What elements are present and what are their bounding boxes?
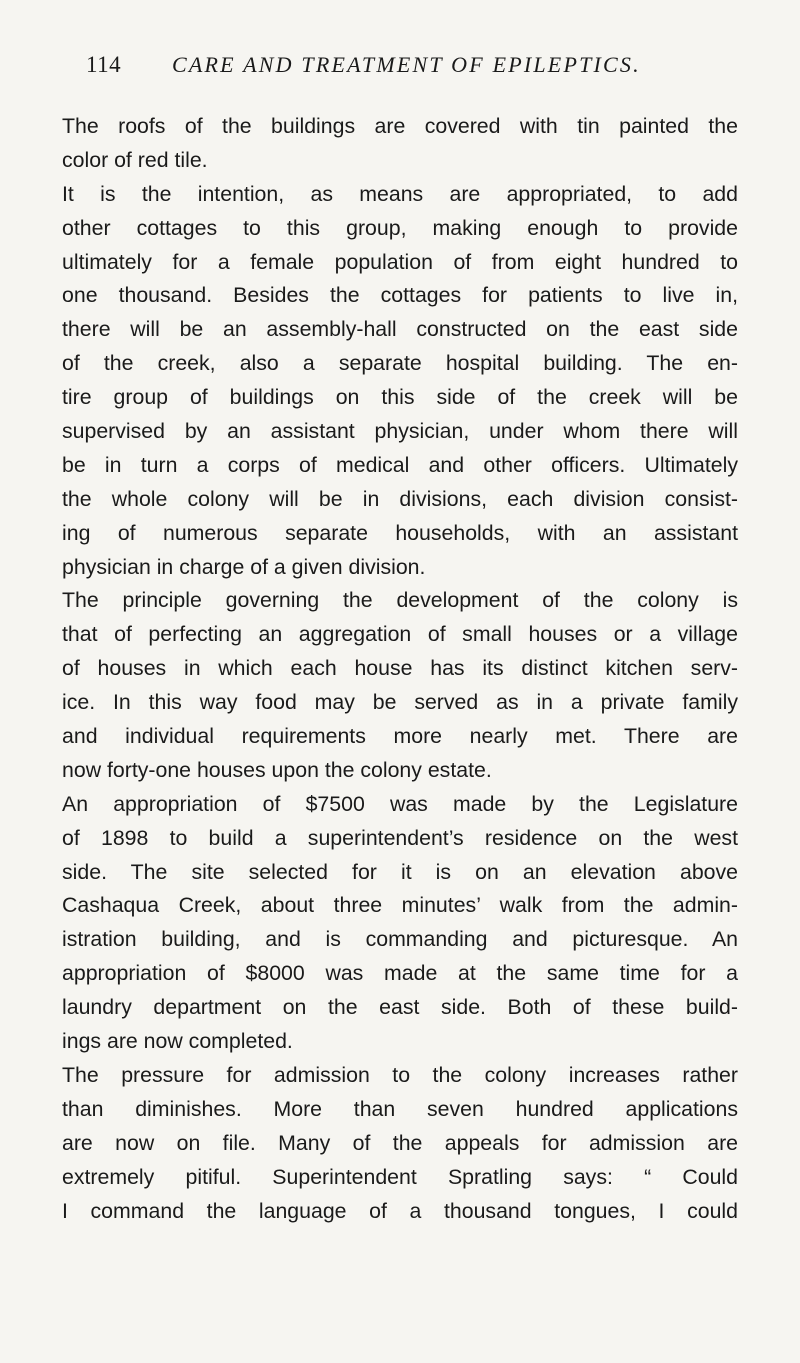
- body-text: [62, 110, 738, 1228]
- text-line: The principle governing the development of the colony is: [62, 588, 738, 613]
- text-line: and individual requirements more nearly met. There are: [62, 724, 738, 749]
- text-line: It is the intention, as means are appropriated, to add: [62, 181, 738, 206]
- text-line: ings are now completed.: [62, 1029, 293, 1054]
- text-line: The pressure for admission to the colony increases rather: [62, 1062, 738, 1087]
- text-line: that of perfecting an aggregation of small houses or a village: [62, 622, 738, 647]
- paragraph-1: [62, 110, 738, 178]
- text-line: supervised by an assistant physician, under whom there will: [62, 419, 738, 444]
- text-line: ing of numerous separate households, with an assistant: [62, 520, 738, 545]
- text-line: of houses in which each house has its distinct kitchen serv-: [62, 656, 738, 681]
- text-line: laundry department on the east side. Both of these build-: [62, 995, 738, 1020]
- text-line: tire group of buildings on this side of the creek will be: [62, 385, 738, 410]
- paragraph-3: [62, 584, 738, 787]
- text-line: color of red tile.: [62, 147, 208, 172]
- paragraph-2: [62, 178, 738, 585]
- text-line: now forty-one houses upon the colony estate.: [62, 757, 492, 782]
- text-line: of 1898 to build a superintendent’s residence on the west: [62, 825, 738, 850]
- page-number: 114: [86, 52, 122, 77]
- running-title: CARE AND TREATMENT OF EPILEPTICS.: [172, 52, 641, 77]
- text-line: are now on file. Many of the appeals for admission are: [62, 1130, 738, 1155]
- text-line: The roofs of the buildings are covered with tin painted the: [62, 114, 738, 138]
- text-line: physician in charge of a given division.: [62, 554, 426, 579]
- text-line: the whole colony will be in divisions, each division consist-: [62, 486, 738, 511]
- text-line: An appropriation of $7500 was made by the Legislature: [62, 791, 738, 816]
- text-line: be in turn a corps of medical and other officers. Ultimately: [62, 452, 738, 477]
- text-line: of the creek, also a separate hospital building. The en-: [62, 351, 738, 376]
- text-line: ultimately for a female population of from eight hundred to: [62, 249, 738, 274]
- text-line: one thousand. Besides the cottages for patients to live in,: [62, 283, 738, 308]
- text-line: than diminishes. More than seven hundred applications: [62, 1096, 738, 1121]
- text-line: istration building, and is commanding and picturesque. An: [62, 927, 738, 952]
- paragraph-5: [62, 1059, 738, 1228]
- text-line: extremely pitiful. Superintendent Spratling says: “ Could: [62, 1164, 738, 1189]
- text-line: ice. In this way food may be served as in a private family: [62, 690, 738, 715]
- text-line: Cashaqua Creek, about three minutes’ walk from the admin-: [62, 893, 738, 918]
- text-line: I command the language of a thousand tongues, I could: [62, 1198, 738, 1223]
- text-line: there will be an assembly-hall constructed on the east side: [62, 317, 738, 342]
- text-line: appropriation of $8000 was made at the same time for a: [62, 961, 738, 986]
- text-line: other cottages to this group, making enough to provide: [62, 215, 738, 240]
- text-line: side. The site selected for it is on an elevation above: [62, 859, 738, 884]
- paragraph-4: [62, 788, 738, 1059]
- page-header: [86, 52, 746, 92]
